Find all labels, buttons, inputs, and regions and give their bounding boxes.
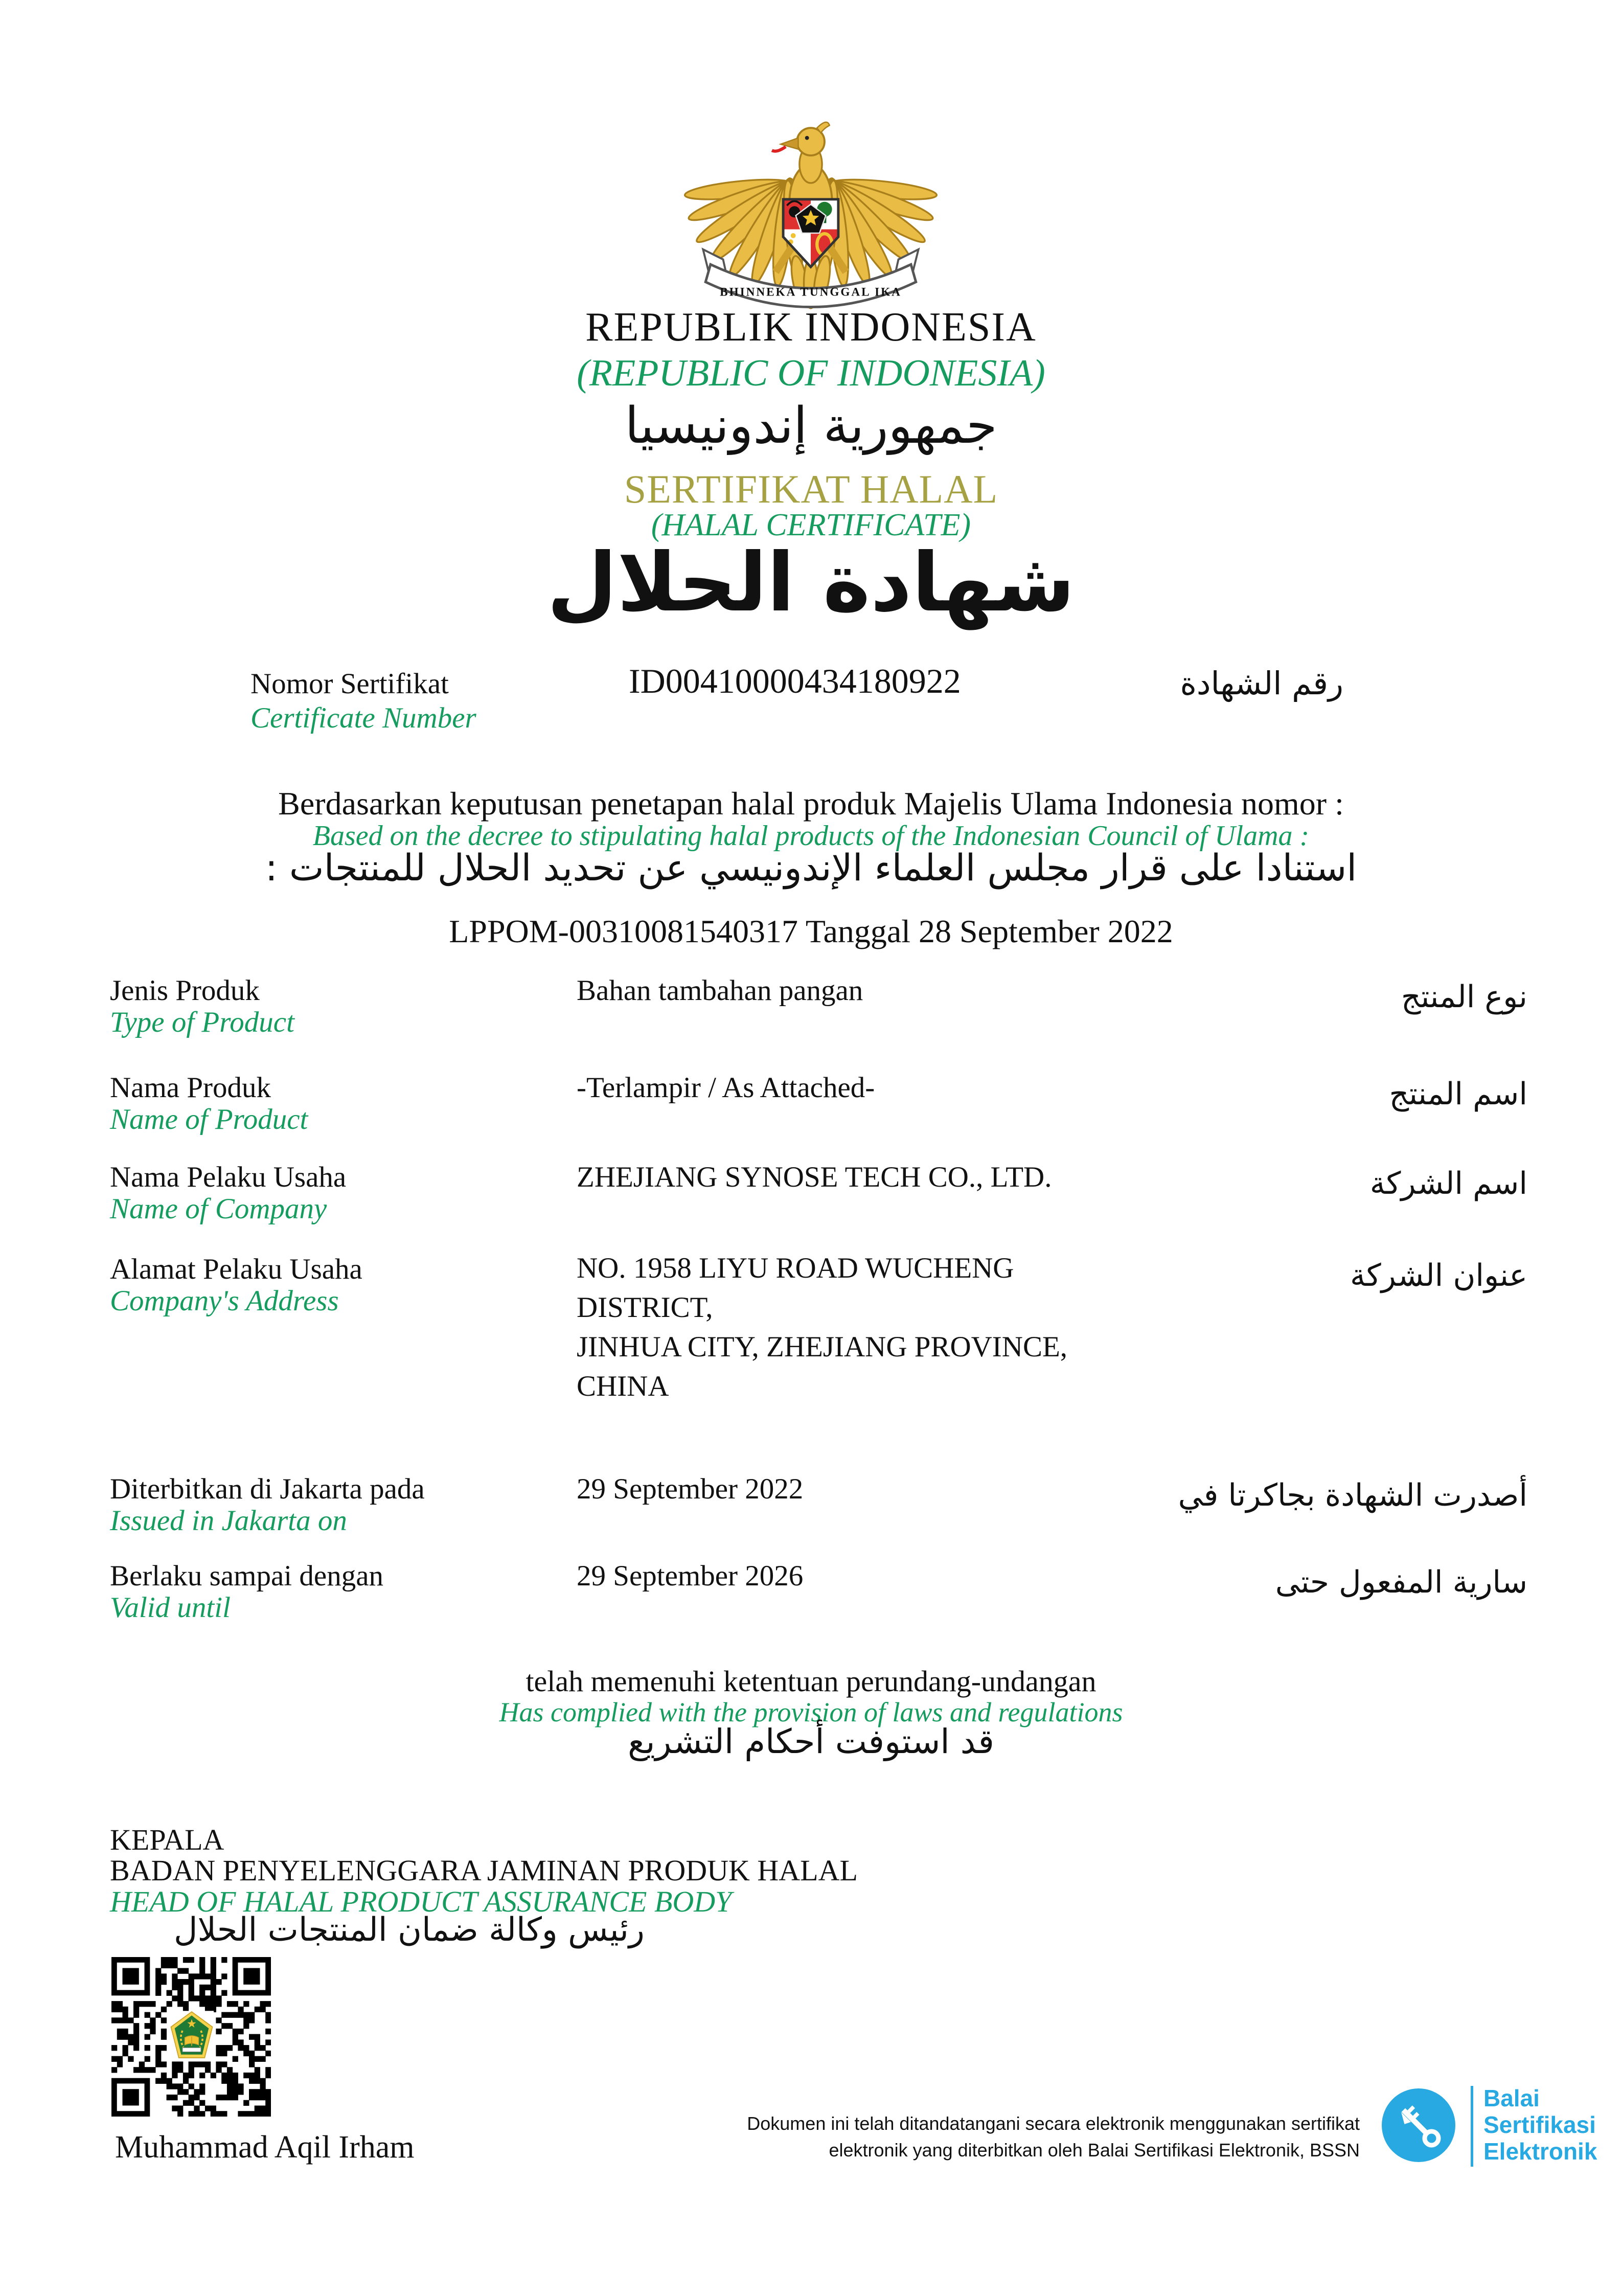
decree-line-ar: استنادا على قرار مجلس العلماء الإندونيسي عن تحديد الحلال للمنتجات : (265, 846, 1357, 889)
field-issued-label-id: Diterbitkan di Jakarta pada (110, 1473, 425, 1505)
disclaimer-line-1: Dokumen ini telah ditandatangani secara elektronik menggunakan sertifikat (747, 2113, 1360, 2134)
field-address-label-ar: عنوان الشركة (1350, 1258, 1527, 1293)
compliance-line-en: Has complied with the provision of laws and regulations (499, 1697, 1123, 1727)
decree-line-id: Berdasarkan keputusan penetapan halal produk Majelis Ulama Indonesia nomor : (278, 785, 1344, 822)
bse-text-line-2: Sertifikasi (1483, 2111, 1596, 2138)
field-product-name-label-en: Name of Product (110, 1103, 308, 1135)
field-address-label-id: Alamat Pelaku Usaha (110, 1253, 362, 1285)
logo-banner (182, 2048, 201, 2052)
field-type-label-id: Jenis Produk (110, 974, 260, 1007)
certificate-number-label-id: Nomor Sertifikat (250, 668, 449, 700)
certificate-number-label-en: Certificate Number (250, 702, 476, 734)
bse-text-line-1: Balai (1483, 2085, 1540, 2111)
field-company-name-value: ZHEJIANG SYNOSE TECH CO., LTD. (577, 1161, 1052, 1193)
field-issued-value: 29 September 2022 (577, 1473, 804, 1505)
field-valid-until-label-ar: سارية المفعول حتى (1275, 1564, 1527, 1600)
field-address-label-en: Company's Address (110, 1285, 339, 1317)
address-line-2: JINHUA CITY, ZHEJIANG PROVINCE, (577, 1331, 1068, 1363)
electronic-signature-disclaimer (741, 2110, 1360, 2164)
address-line-1: NO. 1958 LIYU ROAD WUCHENG DISTRICT, (577, 1252, 1014, 1324)
decree-number-line: LPPOM-00310081540317 Tanggal 28 September 2022 (449, 913, 1173, 949)
compliance-line-id: telah memenuhi ketentuan perundang-undangan (526, 1665, 1096, 1698)
bse-logo-icon (1380, 2087, 1457, 2164)
field-issued-label-ar: أصدرت الشهادة بجاكرتا في (1178, 1477, 1527, 1513)
certificate-title-ar: شهادة الحلال (547, 536, 1075, 630)
field-type-value: Bahan tambahan pangan (577, 974, 863, 1007)
bse-text-line-3: Elektronik (1483, 2138, 1597, 2165)
garuda-head (772, 122, 830, 155)
country-title-ar: جمهورية إندونيسيا (625, 397, 997, 455)
field-company-name-label-id: Nama Pelaku Usaha (110, 1161, 347, 1193)
field-company-name-label-ar: اسم الشركة (1369, 1166, 1527, 1201)
address-line-3: CHINA (577, 1370, 669, 1402)
kemenag-logo (169, 2009, 215, 2061)
field-valid-until-label-en: Valid until (110, 1592, 231, 1624)
field-type-label-ar: نوع المنتج (1401, 979, 1527, 1015)
country-title-en: (REPUBLIC OF INDONESIA) (577, 352, 1045, 394)
decree-line-en: Based on the decree to stipulating halal products of the Indonesian Council of Ulama : (312, 820, 1310, 852)
bse-logo-text (1483, 2085, 1622, 2165)
certificate-title-id: SERTIFIKAT HALAL (624, 467, 998, 511)
signatory-title-line2: BADAN PENYELENGGARA JAMINAN PRODUK HALAL (110, 1854, 858, 1887)
country-title-id: REPUBLIK INDONESIA (585, 305, 1037, 350)
bse-logo-divider (1471, 2086, 1473, 2167)
compliance-line-ar: قد استوفت أحكام التشريع (628, 1722, 994, 1761)
field-product-name-value: -Terlampir / As Attached- (577, 1072, 875, 1104)
garuda-pancasila-emblem (668, 69, 954, 320)
signatory-title-line1: KEPALA (110, 1823, 224, 1856)
signatory-name: Muhammad Aqil Irham (115, 2130, 415, 2165)
certificate-title-en: (HALAL CERTIFICATE) (651, 508, 971, 542)
field-product-name-label-id: Nama Produk (110, 1072, 271, 1104)
signatory-title-line3-en: HEAD OF HALAL PRODUCT ASSURANCE BODY (110, 1885, 732, 1918)
field-product-name-label-ar: اسم المنتج (1389, 1076, 1527, 1112)
disclaimer-line-2: elektronik yang diterbitkan oleh Balai Sertifikasi Elektronik, BSSN (829, 2140, 1360, 2161)
ribbon-motto-text: BHINNEKA TUNGGAL IKA (720, 285, 902, 299)
field-type-label-en: Type of Product (110, 1006, 294, 1038)
certificate-number-value: ID00410000434180922 (629, 662, 961, 700)
signatory-title-ar: رئيس وكالة ضمان المنتجات الحلال (174, 1911, 645, 1949)
field-company-name-label-en: Name of Company (110, 1193, 327, 1225)
field-valid-until-label-id: Berlaku sampai dengan (110, 1560, 383, 1592)
certificate-number-label-ar: رقم الشهادة (1180, 665, 1343, 702)
field-issued-label-en: Issued in Jakarta on (110, 1505, 347, 1537)
field-valid-until-value: 29 September 2026 (577, 1560, 804, 1592)
